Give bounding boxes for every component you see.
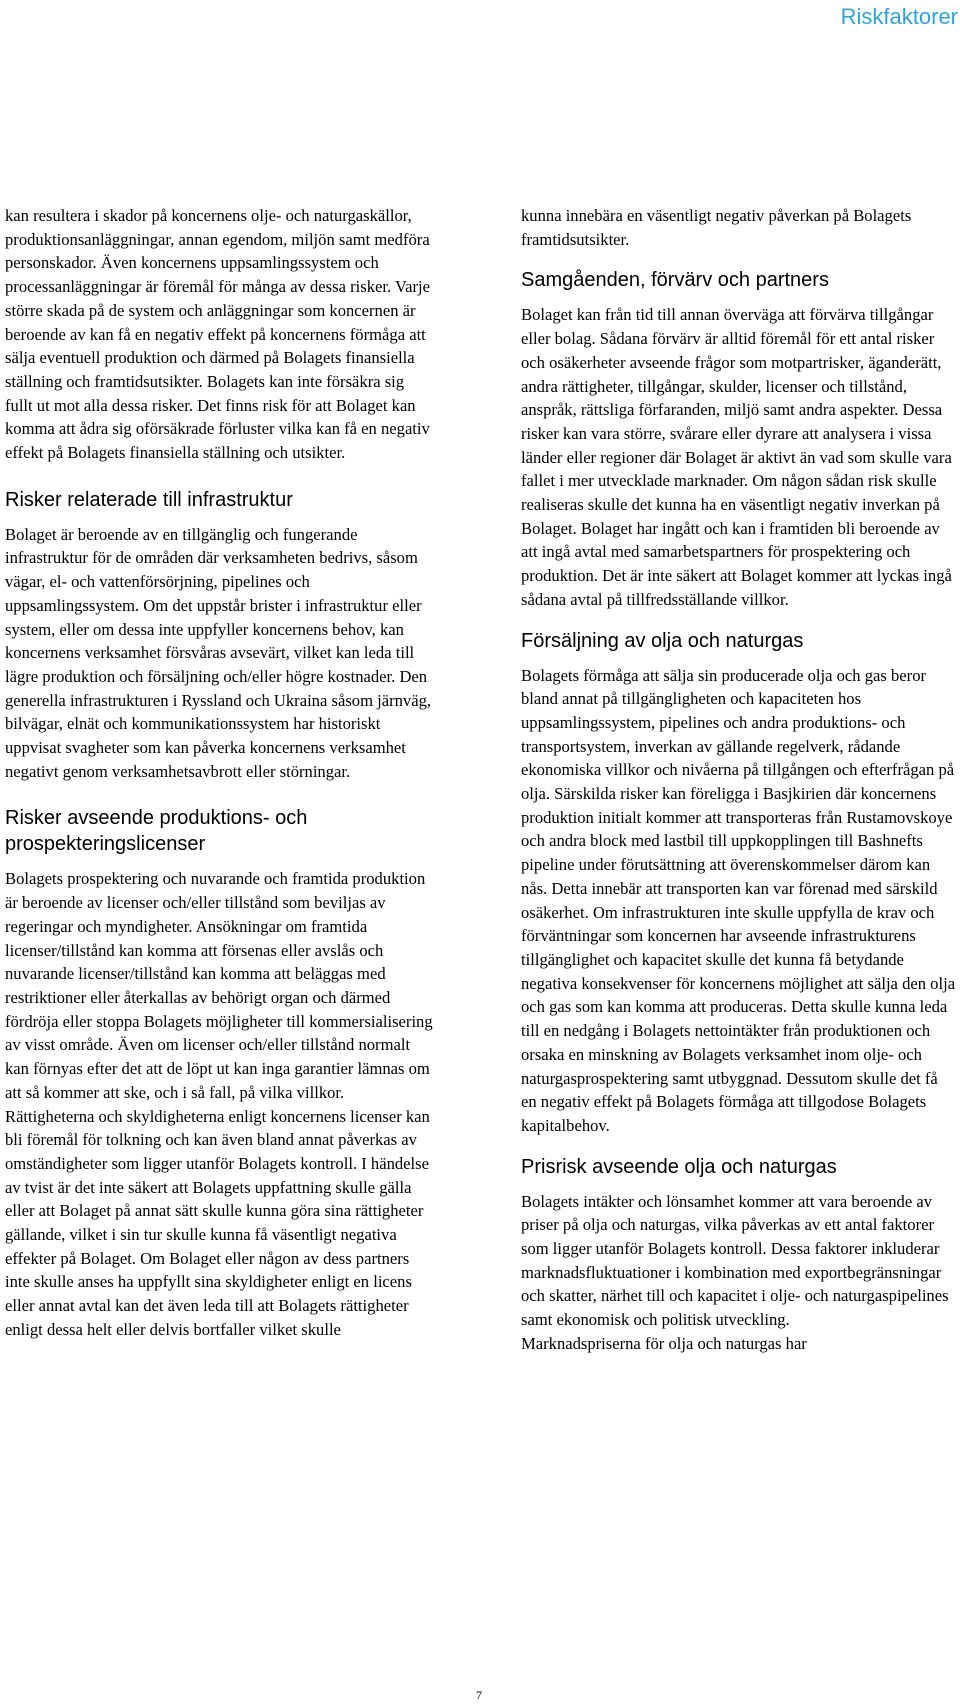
- sales-heading: Försäljning av olja och naturgas: [521, 629, 804, 652]
- running-header-title: Riskfaktorer: [840, 4, 958, 29]
- right-intro-paragraph: kunna innebära en väsentligt negativ påverkan på Bolagets framtidsutsikter.: [521, 206, 912, 249]
- page-number: 7: [476, 1688, 482, 1702]
- price-heading: Prisrisk avseende olja och naturgas: [521, 1155, 837, 1178]
- price-paragraph: Bolagets intäkter och lönsamhet kommer att vara beroende av priser på olja och naturgas, vilka påverkas av ett antal faktorer som ligger utanför Bolagets kontroll. Dessa faktorer inkluderar marknadsfluktuationer i kombination med exportbegränsningar och skatter, närhet till och kapacitet i olje- och naturgaspipelines samt ekonomisk och politisk utveckling.: [521, 1191, 949, 1330]
- licenses-heading: Risker avseende produktions- och prospekteringslicenser: [5, 807, 308, 856]
- right-column: [521, 204, 956, 1356]
- price-paragraph-continued: Marknadspriserna för olja och naturgas har: [521, 1333, 807, 1353]
- licenses-paragraph: Bolagets prospektering och nuvarande och framtida produktion är beroende av licenser och/eller tillstånd som beviljas av regeringar och myndigheter. Ansökningar om framtida licenser/tillstånd kan komma att försenas eller avslås och nuvarande licenser/tillstånd kan komma att beläggas med restriktioner eller återkallas av behörigt organ och därmed fördröja eller stoppa Bolagets möjligheter till kommersialisering av visst område. Även om licenser och/eller tillstånd normalt kan förnyas efter det att de löpt ut kan inga garantier lämnas om att så kommer att ske, och i så fall, på vilka villkor. Rättigheterna och skyldigheterna enligt koncernens licenser kan bli föremål för tolkning och kan även bland annat påverkas av omständigheter som ligger utanför Bolagets kontroll. I händelse av tvist är det inte säkert att Bolagets uppfattning skulle gälla eller att Bolaget på annat sätt skulle kunna göra sina rättigheter gällande, vilket i sin tur skulle kunna få väsentligt negativa effekter på Bolaget. Om Bolaget eller någon av dess partners inte skulle anses ha uppfyllt sina skyldigheter enligt en licens eller annat avtal kan det även leda till att Bolagets rättigheter enligt dessa helt eller delvis bortfaller vilket skulle: [5, 869, 433, 1339]
- left-intro-paragraph: kan resultera i skador på koncernens olje- och naturgaskällor, produktionsanläggningar, annan egendom, miljön samt medföra personskador. Även koncernens uppsamlingssystem och processanläggningar är föremål för många av dessa risker. Varje större skada på de system och anläggningar som koncernen är beroende av kan få en negativ effekt på koncernens förmåga att sälja eventuell produktion och därmed på Bolagets finansiella ställning och framtidsutsikter. Bolagets kan inte försäkra sig fullt ut mot alla dessa risker. Det finns risk för att Bolaget kan komma att ådra sig oförsäkrade förluster vilka kan få en negativ effekt på Bolagets finansiella ställning och utsikter.: [5, 206, 430, 463]
- sales-paragraph: Bolagets förmåga att sälja sin producerade olja och gas beror bland annat på tillgängligheten och kapaciteten hos uppsamlingssystem, pipelines och andra produktions- och transportsystem, inverkan av gällande regelverk, rådande ekonomiska villkor och nivåerna på tillgången och efterfrågan på olja. Särskilda risker kan föreligga i Basjkirien där koncernens produktion initialt kommer att transporteras från Rustamovskoye och andra block med lastbil till uppkopplingen till Bashnefts pipeline under förutsättning att överenskommelser därom kan nås. Detta innebär att transporten kan var förenad med särskild osäkerhet. Om infrastrukturen inte skulle uppfylla de krav och förväntningar som koncernen har avseende infrastrukturens tillgänglighet och kapacitet skulle det kunna få betydande negativa konsekvenser för koncernens möjlighet att sälja den olja och gas som kan komma att produceras. Detta skulle kunna leda till en nedgång i Bolagets nettointäkter från produktionen och orsaka en minskning av Bolagets verksamhet inom olje- och naturgasprospektering samt utbyggnad. Dessutom skulle det få en negativ effekt på Bolagets förmåga att tillgodose Bolagets kapitalbehov.: [521, 665, 956, 1135]
- mergers-heading: Samgåenden, förvärv och partners: [521, 269, 829, 292]
- infrastructure-paragraph: Bolaget är beroende av en tillgänglig och fungerande infrastruktur för de områden där verksamheten bedrivs, såsom vägar, el- och vattenförsörjning, pipelines och uppsamlingssystem. Om det uppstår brister i infrastruktur eller system, eller om dessa inte uppfyller koncernens behov, kan koncernens verksamhet försvåras avsevärt, vilket kan leda till lägre produktion och försäljning och/eller högre kostnader. Den generella infrastrukturen i Ryssland och Ukraina såsom järnväg, bilvägar, elnät och kommunikationssystem har historiskt uppvisat svagheter som kan påverka koncernens verksamhet negativt genom verksamhetsavbrott eller störningar.: [5, 524, 432, 781]
- left-column: [5, 204, 435, 1342]
- mergers-paragraph: Bolaget kan från tid till annan överväga att förvärva tillgångar eller bolag. Sådana förvärv är alltid föremål för ett antal risker och osäkerheter avseende frågor som motpartrisker, äganderätt, andra rättigheter, tillgångar, skulder, licenser och tillstånd, anspråk, rättsliga förfaranden, miljö samt andra aspekter. Dessa risker kan vara större, svårare eller dyrare att analysera i vissa länder eller regioner där Bolaget är aktivt än vad som skulle vara fallet i mer utvecklade marknader. Om någon sådan risk skulle realiseras skulle det kunna ha en väsentligt negativ inverkan på Bolaget. Bolaget har ingått och kan i framtiden bli beroende av att ingå avtal med samarbetspartners för prospektering och produktion. Det är inte säkert att Bolaget kommer att lyckas ingå sådana avtal på tillfredsställande villkor.: [521, 305, 952, 609]
- infrastructure-heading: Risker relaterade till infrastruktur: [5, 488, 293, 511]
